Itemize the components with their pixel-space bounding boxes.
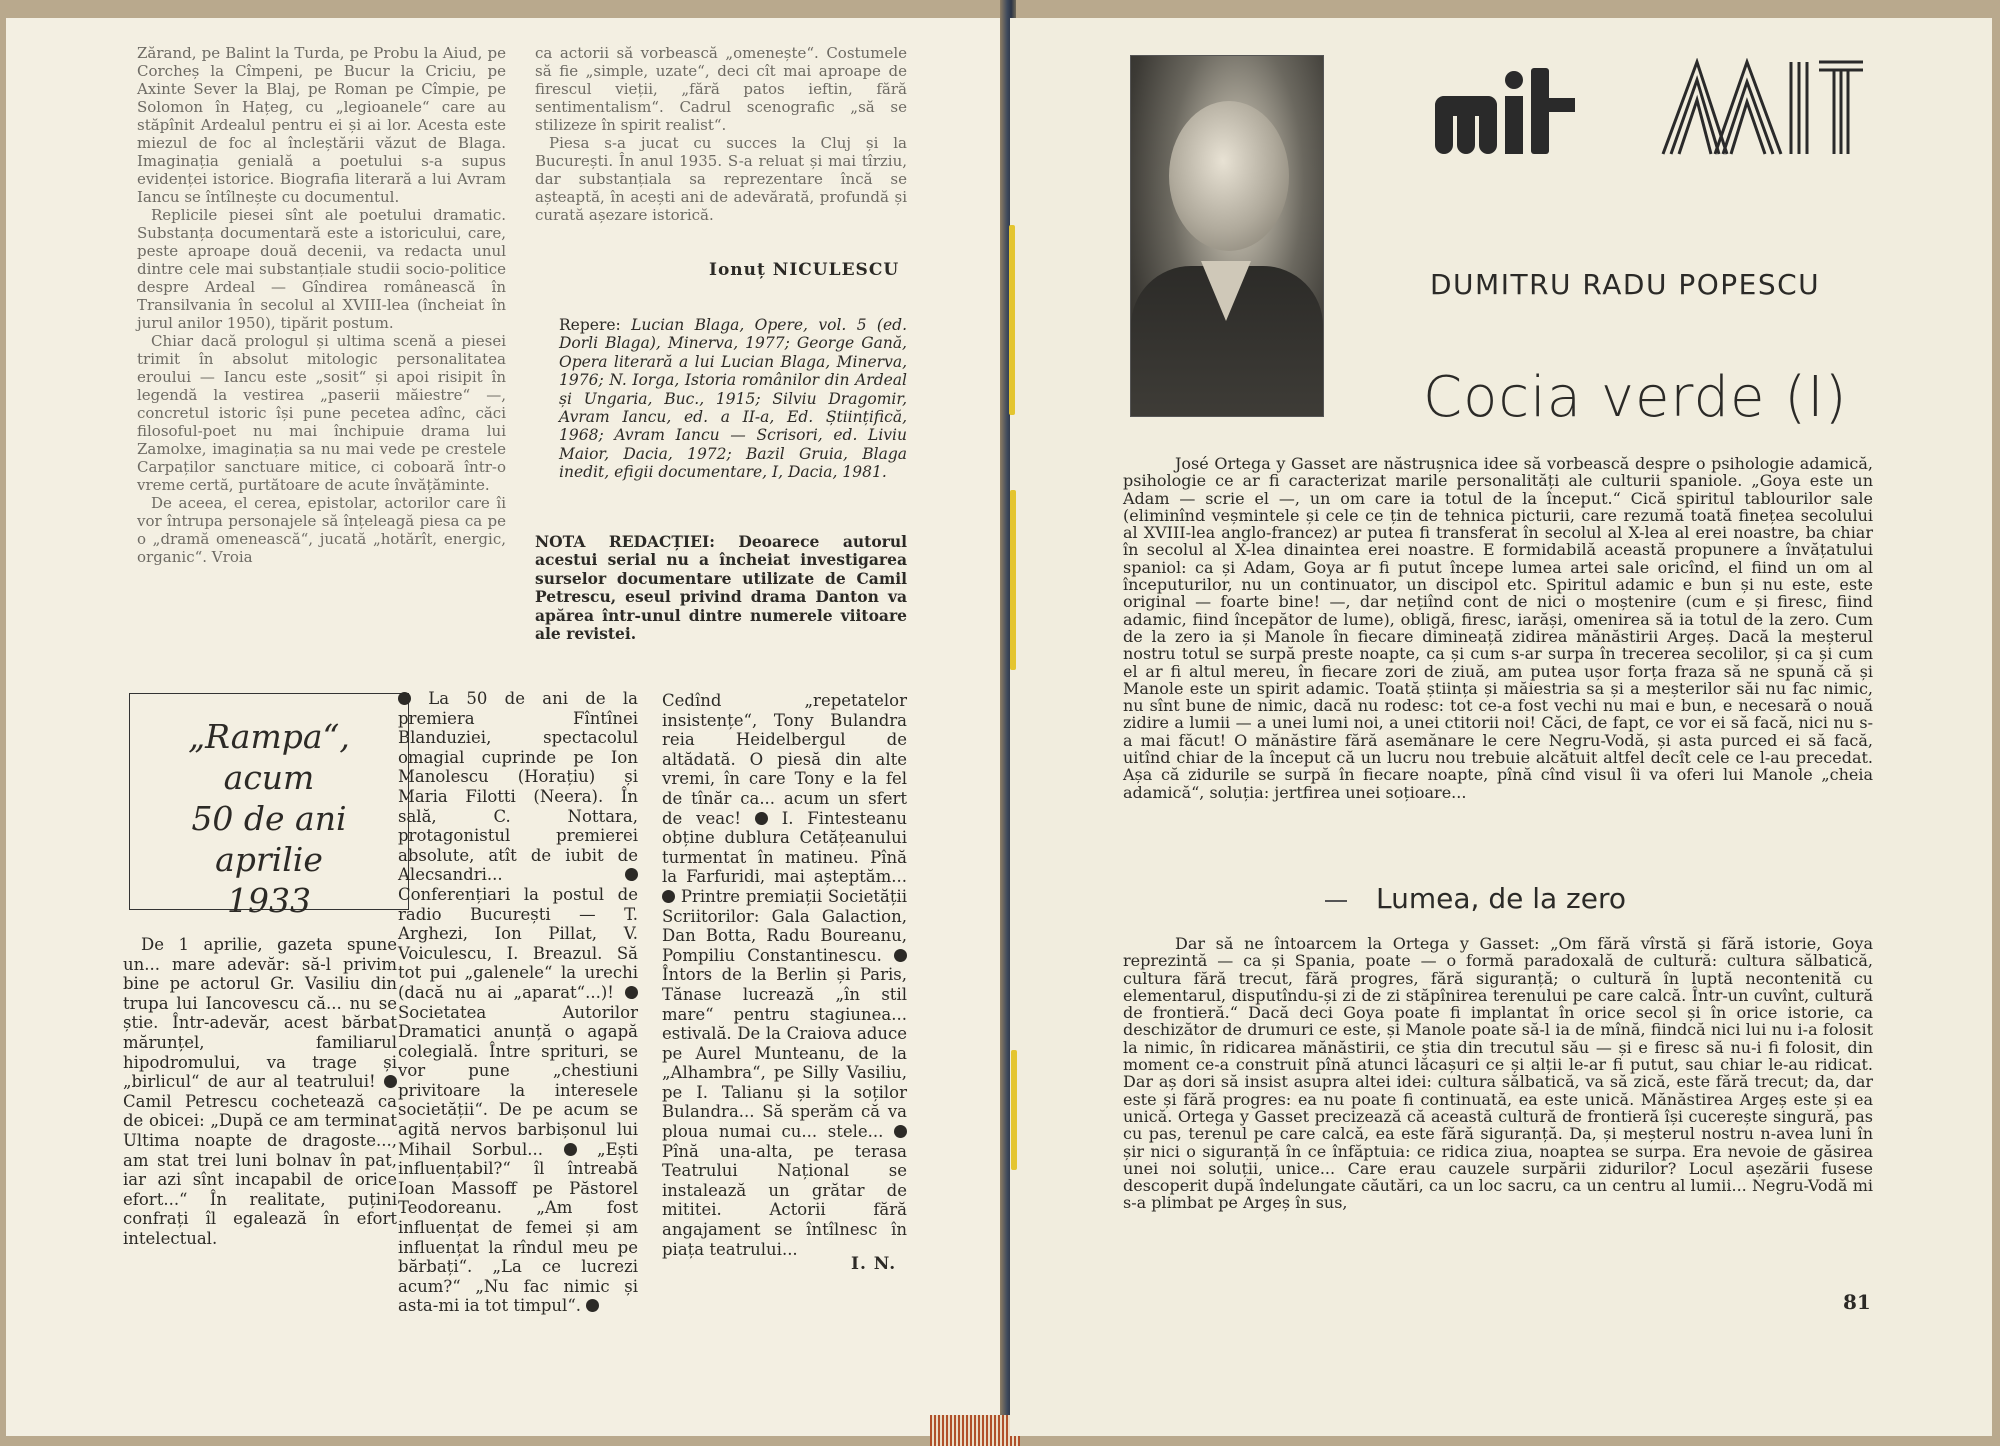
rampa-box (129, 693, 409, 920)
article-title: Cocia verde (I) (1423, 365, 1848, 430)
rampa-col3-a: Cedînd „repetatelor insistențe“, Tony Bulandra reia Heidelbergul de altădată. O piesă din alte vremi, în care Tony e la fel de tînăr ca... acum un sfert de veac! (662, 691, 907, 828)
portrait-face (1169, 101, 1289, 251)
bullet-icon (564, 1143, 577, 1156)
essay-col2 (535, 44, 907, 224)
binding-stitching (930, 1415, 1020, 1446)
author-portrait (1130, 55, 1324, 417)
rampa-col3 (662, 691, 907, 1259)
essay-signature: Ionuț NICULESCU (709, 260, 900, 280)
author-name: DUMITRU RADU POPESCU (1430, 268, 1821, 301)
bullet-icon (894, 1125, 907, 1138)
mit-logo-graphic (1435, 58, 1865, 158)
references-label: Repere: (559, 316, 621, 334)
rampa-col2-a: La 50 de ani de la premiera Fîntînei Blanduziei, spectacolul omagial cuprinde pe Ion Manolescu (Horațiu) și Maria Filotti (Neera). În sală, C. Nottara, protagonistul premierei absolute, atît de iubit de Alecsandri... (398, 689, 639, 885)
references-text: Lucian Blaga, Opere, vol. 5 (ed. Dorli Blaga), Minerva, 1977; George Gană, Opera literară a lui Lucian Blaga, Minerva, 1976; N. Iorga, Istoria românilor din Ardeal și Ungaria, Buc., 1915; Silviu Dragomir, Avram Iancu, ed. a II-a, Ed. Științifică, 1968; Avram Iancu — Scrisori, ed. Liviu Maior, Dacia, 1972; Bazil Gruia, Blaga inedit, efigii documentare, I, Dacia, 1981. (559, 316, 907, 482)
bullet-icon (586, 1299, 599, 1312)
article-intro-text: José Ortega y Gasset are năstrușnica idee să vorbească despre o psihologie adamică, psihologie ce ar fi caracterizat marile personalități ale culturii spaniole. „Goya este un Adam — scrie el —, un om care ia totul de la început.“ Cică spiritul tablourilor sale (eliminînd veșmintele și cele ce țin de tehnica picturii, care rezumă toată finețea secolului al XVIII-lea anglo-francez) ar putea fi transferat în secolul al X-lea al erei noastre, ba chiar în secolul al X-lea dinaintea erei noastre. E formidabilă această propunere a învățatului spaniol: ca și Adam, Goya ar fi putut începe lumea artei sale oricînd, el fiind un om al începuturilor, nu un continuator, un discipol etc. Spiritul adamic e bun și nu este, este original — foarte bine! —, dar nețiînd cont de nici o moștenire (cum e și firesc, fiind adamic, fiind începător de lume), obligă, firesc, iarăși, omenirea să ia totul de la zero. Cum de la zero ia și Manole în fiecare dimineață zidirea mănăstirii Argeș. Dacă la meșterul nostru totul se surpă preste noapte, ca și cum s-ar surpa în trecerea secolilor, și ca și cum el ar fi altul mereu, în fiecare zori de ziuă, am putea ușor forța fraza să ne spună că și Manole este un spirit adamic. Toată știința și măiestria sa și a meșterilor săi nu fac nimic, nu sînt bune de nimic, dacă nu rodesc: tot ce-a fost vechi nu mai e bun, e necesară o nouă zidire a lumii — a unei lumi noi, a unei ctitorii noi! Căci, de fapt, ce vor ei să facă, nici nu s-a mai făcut! O mănăstire fără asemănare le cere Negru-Vodă, și asta purced ei să facă, uitînd chiar de la început că un lucru nou trebuie alcătuit altfel decît cele ce l-au precedat. Așa că zidurile se surpă în fiecare noapte, pînă cînd visul îi va oferi lui Manole „cheia adamică“, soluția: jertfirea unei soțioare... (1123, 454, 1873, 802)
mit-logo (1435, 58, 1865, 158)
page-number: 81 (1843, 1290, 1871, 1314)
essay-col2-p1: ca actorii să vorbească „omenește“. Costumele să fie „simple, uzate“, deci cît mai aproape de firescul vieții, „fără patos ieftin, fără sentimentalism“. Cadrul scenografic „să se stilizeze în spirit realist“. (535, 44, 907, 134)
bullet-icon (384, 1075, 397, 1088)
rampa-signature: I. N. (851, 1254, 897, 1274)
essay-col1-p1: Zărand, pe Balint la Turda, pe Probu la Aiud, pe Corcheș la Cîmpeni, pe Bucur la Criciu, pe Axinte Sever la Blaj, pe Roman pe Cîmpie, pe Solomon în Hațeg, cu „legioanele“ care au stăpînit Ardealul pentru ei și ai lor. Acesta este miezul de foc al încleștării văzut de Blaga. Imaginația genială a poetului s-a supus evidenței istorice. Biografia literară a lui Avram Iancu se întîlnește cu documentul. (137, 44, 506, 206)
rampa-col2 (398, 689, 638, 1316)
rampa-col3-c: Printre premiații Societății Scriitorilor: Gala Galaction, Dan Botta, Radu Boureanu, Pompiliu Constantinescu. (662, 886, 908, 965)
left-page (6, 18, 1006, 1436)
references (559, 316, 907, 482)
highlight-mark (1011, 1050, 1017, 1170)
editorial-note: NOTA REDACȚIEI: Deoarece autorul acestui serial nu a încheiat investigarea surselor documentare utilizate de Camil Petrescu, eseul privind drama Danton va apărea într-unul dintre numerele viitoare ale revistei. (535, 532, 907, 644)
rampa-col1 (123, 935, 397, 1249)
rampa-col3-d: Întors de la Berlin și Paris, Tănase lucrează „în stil mare“ pentru stagiunea... estivală. De la Craiova aduce pe Aurel Munteanu, de la „Alhambra“, pe Silly Vasiliu, pe I. Talianu și la soților Bulandra... Să sperăm că va ploua numai cu... stele... (662, 965, 907, 1142)
article-intro (1123, 455, 1873, 801)
bullet-icon (625, 868, 638, 881)
article-body (1123, 935, 1873, 1212)
article-body-text: Dar să ne întoarcem la Ortega y Gasset: „Om fără vîrstă și fără istorie, Goya reprezintă — ca și Spania, poate — o formă paradoxală de cultură: cultura sălbatică, cultura fără trecut, fără progres, fără siguranță; o cultură în luptă necontenită cu elementarul, disputîndu-și zi de zi stăpînirea terenului pe care calcă. Într-un cuvînt, cultură de frontieră.“ Dacă deci Goya poate fi implantat în orice secol și în orice istorie, ca deschizător de drumuri ce este, și Manole poate să-l ia de mînă, fiindcă nici lui nu i-a folosit la nimic, în ridicarea mănăstirii, ce știa din trecutul său — și e firesc să nu-i fi folosit, din moment ce-a construit pînă atunci lăcașuri ce și alții le-ar fi putut, sau chiar le-au ridicat. Dar aș dori să insist asupra altei idei: cultura sălbatică, va să zică, este fără trecut; da, dar este și fără progres: ea nu poate fi continuată, ea este unică. Mănăstirea Argeș este și ea unică. Ortega y Gasset precizează că această cultură de frontieră își cucerește singură, pas cu pas, terenul pe care calcă, ea este fără siguranță. Da, și meșterul nostru n-avea luni în șir nici o siguranță în ce înfăptuia: ce ridica ziua, noaptea se surpa. Era nevoie de găsirea unei noi soluții, unice... Care erau cauzele surpării zidurilor? Locul așezării fusese descoperit după îndelungate căutări, ca un loc sacru, ca un centru al lumii... Negru-Vodă mi s-a plimbat pe Argeș în sus, (1123, 934, 1873, 1213)
rampa-col2-c: Societatea Autorilor Dramatici anunță o agapă colegială. Între sprituri, se vor pune „chestiuni privitoare la interesele societății“. De pe acum se agită nervos barbișonul lui Mihail Sorbul... (398, 1002, 638, 1159)
essay-col1-p4: De aceea, el cerea, epistolar, actorilor care îi vor întrupa personajele să înțeleagă piesa ca pe o „dramă omenească“, jucată „hotărît, energic, organic“. Vroia (137, 494, 506, 566)
rampa-col3-e: Pînă una-alta, pe terasa Teatrului Național se instalează un grătar de mititei. Actorii fără angajament se întîlnesc în piața teatrului... (662, 1141, 907, 1259)
rampa-box-line3: 50 de ani (191, 799, 347, 838)
section-heading: Lumea, de la zero (1376, 882, 1627, 915)
section-dash (1325, 900, 1347, 902)
essay-col1-p3: Chiar dacă prologul și ultima scenă a piesei trimit în absolut mitologic personalitatea eroului — Iancu este „sosit“ și apoi risipit în legendă la vestirea „paserii măiestre“ —, concretul istoric își pune pecetea adînc, căci filosoful-poet nu mai închipuie drama lui Zamolxe, imaginația sa nu mai vede pe crestele Carpaților sanctuare mitice, ci coboară într-o vreme certă, purtătoare de acute învățăminte. (137, 332, 506, 494)
rampa-box-line1: „Rampa“, (188, 717, 350, 756)
rampa-box-line5: 1933 (227, 881, 311, 920)
highlight-mark (1009, 225, 1015, 415)
rampa-col2-d: „Ești influențabil?“ îl întreabă Ioan Massoff pe Păstorel Teodoreanu. „Am fost influențat de femei și am influențat la rîndul meu pe bărbați“. „La ce lucrezi acum?“ „Nu fac nimic și asta-mi ia tot timpul“. (398, 1139, 639, 1316)
rampa-col1-text-b: Camil Petrescu cochetează ca de obicei: „După ce am terminat Ultima noapte de dragoste..., am stat trei luni bolnav în pat, iar azi sînt incapabil de orice efort...“ În realitate, puțini confrați îl egalează în efort intelectual. (123, 1091, 397, 1248)
essay-col2-p2: Piesa s-a jucat cu succes la Cluj și la București. În anul 1935. S-a reluat și mai tîrziu, dar substanțiala sa reprezentare încă se așteaptă, în acești ani de adevărată, profundă și curată așezare istorică. (535, 134, 907, 224)
bullet-icon (755, 812, 768, 825)
rampa-col2-b: Conferențiari la postul de radio București — T. Arghezi, Ion Pillat, V. Voiculescu, I. Breazul. Să tot pui „galenele“ la urechi (dacă nu ai „aparat“...)! (398, 884, 638, 1002)
essay-col1 (137, 44, 506, 566)
highlight-mark (1010, 490, 1016, 670)
rampa-col1-text: De 1 aprilie, gazeta spune un... mare adevăr: să-l privim bine pe actorul Gr. Vasiliu din trupa lui Iancovescu că... nu se știe. Într-adevăr, acest bărbat mărunțel, familiarul hipodromului, va trage și „birlicul“ de aur al teatrului! (123, 935, 397, 1092)
rampa-col3-b: I. Fintesteanu obține dublura Cetățeanului turmentat în matineu. Pînă la Farfuridi, mai așteptăm... (662, 808, 907, 887)
rampa-box-line4: aprilie (215, 840, 323, 879)
rampa-box-line2: acum (223, 758, 315, 797)
bullet-icon (662, 890, 675, 903)
bullet-icon (398, 692, 411, 705)
essay-col1-p2: Replicile piesei sînt ale poetului dramatic. Substanța documentară este a istoricului, care, peste aproape două decenii, va redacta unul dintre cele mai substanțiale studii socio-politice despre Ardeal — Gîndirea românească în Transilvania în secolul al XVIII-lea (încheiat în jurul anilor 1950), tipărit postum. (137, 206, 506, 332)
bullet-icon (625, 986, 638, 999)
bullet-icon (894, 949, 907, 962)
